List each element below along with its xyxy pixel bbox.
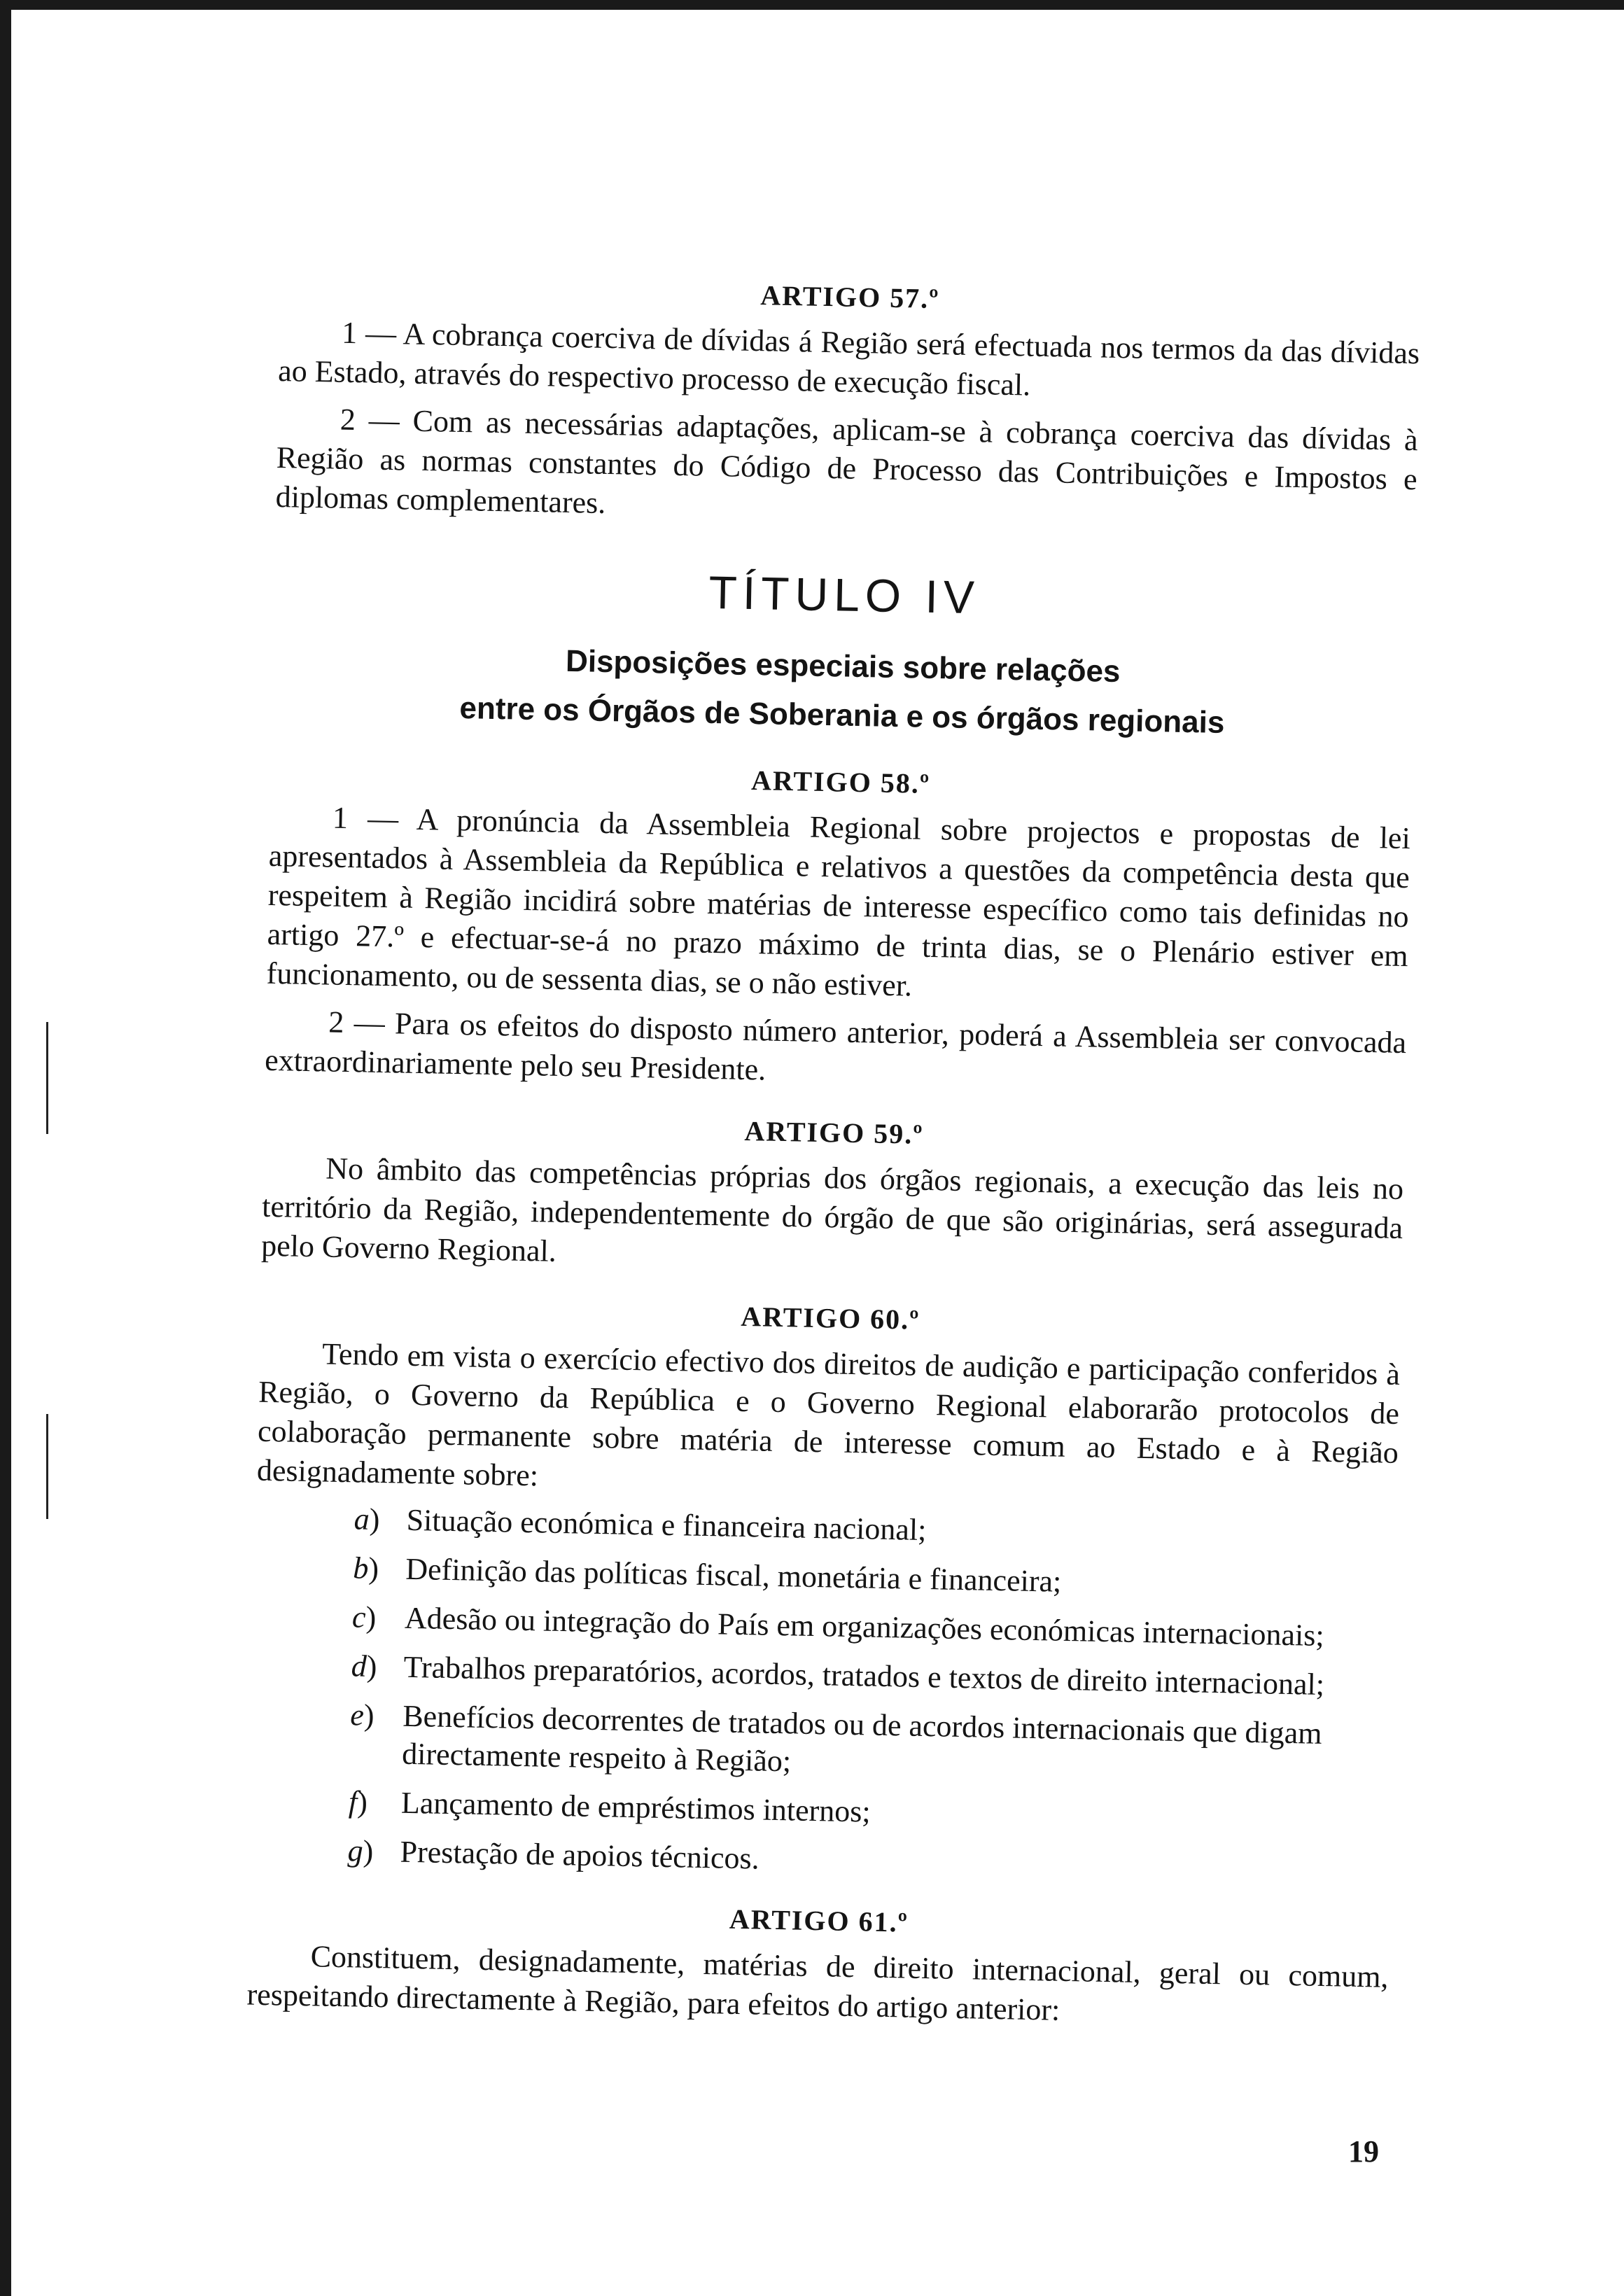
artigo-59-paragraph-1: No âmbito das competências próprias dos órgãos regionais, a execução das leis no território da Região, independentemente do órgão de que são originárias, será assegurada pelo Governo Regional. xyxy=(260,1151,1404,1268)
list-item xyxy=(353,1549,1396,1607)
list-item xyxy=(354,1500,1397,1558)
artigo-60-heading: ARTIGO 60.º xyxy=(740,1300,920,1336)
page-number: 19 xyxy=(1348,2134,1379,2169)
artigo-59-heading: ARTIGO 59.º xyxy=(744,1114,924,1150)
artigo-61-section xyxy=(246,1893,1390,2036)
list-item-letter: f) xyxy=(348,1784,368,1819)
artigo-57-paragraph-1: 1 — A cobrança coerciva de dívidas á Região será efectuada nos termos da das dívidas ao Estado, através do respectivo processo de execução fiscal. xyxy=(277,315,1420,402)
titulo-subtitle xyxy=(271,631,1413,751)
list-item-text: Trabalhos preparatórios, acordos, tratados e textos de direito internacional; xyxy=(403,1649,1325,1702)
titulo-subtitle-line-2: entre os Órgãos de Soberania e os órgãos regionais xyxy=(459,691,1225,741)
list-item-letter: c) xyxy=(351,1600,377,1634)
margin-mark xyxy=(46,1414,48,1519)
scan-border-left xyxy=(0,0,11,2296)
list-item-letter: a) xyxy=(354,1502,380,1537)
scan-border-top xyxy=(0,0,1624,10)
list-item-letter: b) xyxy=(352,1550,379,1586)
artigo-58-paragraph-1: 1 — A pronúncia da Assembleia Regional sobre projectos e propostas de lei apresentados à Assembleia da República e relativos a questões da competência desta que respeitem à Região incidirá sobre matérias de interesse específico como tais definidas no artigo 27.º e efectuar-se-á no prazo máximo de trinta dias, se o Plenário estiver em funcionamento, ou de sessenta dias, se o não estiver. xyxy=(266,800,1411,1003)
artigo-60-intro: Tendo em vista o exercício efectivo dos direitos de audição e participação conferidos à Região, o Governo da República e o Governo Regional elaborarão protocolos de colaboração permanente sobre matéria de interesse comum ao Estado e à Região designadamente sobre: xyxy=(256,1336,1401,1493)
artigo-60-item-list xyxy=(249,1499,1397,1890)
list-item-text: Prestação de apoios técnicos. xyxy=(400,1834,760,1876)
list-item xyxy=(349,1696,1394,1792)
artigo-57-section xyxy=(275,270,1420,538)
artigo-58-paragraph-2: 2 — Para os efeitos do disposto número anterior, poderá a Assembleia ser convocada extraordinariamente pelo seu Presidente. xyxy=(264,1004,1407,1087)
artigo-59-section xyxy=(261,1105,1405,1287)
list-item-letter: g) xyxy=(347,1833,374,1868)
artigo-61-heading: ARTIGO 61.º xyxy=(729,1903,909,1938)
artigo-58-section xyxy=(265,755,1412,1102)
list-item xyxy=(352,1598,1396,1656)
artigo-57-heading: ARTIGO 57.º xyxy=(760,279,940,315)
list-item xyxy=(351,1647,1394,1705)
artigo-58-heading: ARTIGO 58.º xyxy=(750,764,931,799)
list-item-letter: e) xyxy=(349,1698,375,1732)
titulo-heading: TÍTULO IV xyxy=(708,566,981,624)
page-content xyxy=(246,270,1421,2045)
list-item-text: Lançamento de empréstimos internos; xyxy=(400,1785,872,1829)
list-item-letter: d) xyxy=(351,1648,377,1684)
list-item xyxy=(348,1783,1392,1841)
margin-mark xyxy=(46,1022,48,1134)
titulo-section xyxy=(271,557,1415,751)
titulo-subtitle-line-1: Disposições especiais sobre relações xyxy=(565,643,1121,690)
artigo-61-paragraph-1: Constituem, designadamente, matérias de direito internacional, geral ou comum, respeitando directamente à Região, para efeitos do artigo anterior: xyxy=(246,1939,1389,2027)
artigo-57-paragraph-2: 2 — Com as necessárias adaptações, aplicam-se à cobrança coerciva das dívidas à Região as normas constantes do Código de Processo das Contribuições e Impostos e diplomas complementares. xyxy=(275,402,1419,520)
artigo-60-section xyxy=(249,1291,1401,1890)
list-item-text: Definição das políticas fiscal, monetária e financeira; xyxy=(405,1551,1062,1599)
list-item xyxy=(347,1832,1391,1890)
list-item-text: Adesão ou integração do País em organizações económicas internacionais; xyxy=(404,1600,1325,1653)
list-item-text: Situação económica e financeira nacional; xyxy=(406,1502,927,1548)
list-item-text: Benefícios decorrentes de tratados ou de acordos internacionais que digam directamente respeito à Região; xyxy=(401,1698,1323,1779)
